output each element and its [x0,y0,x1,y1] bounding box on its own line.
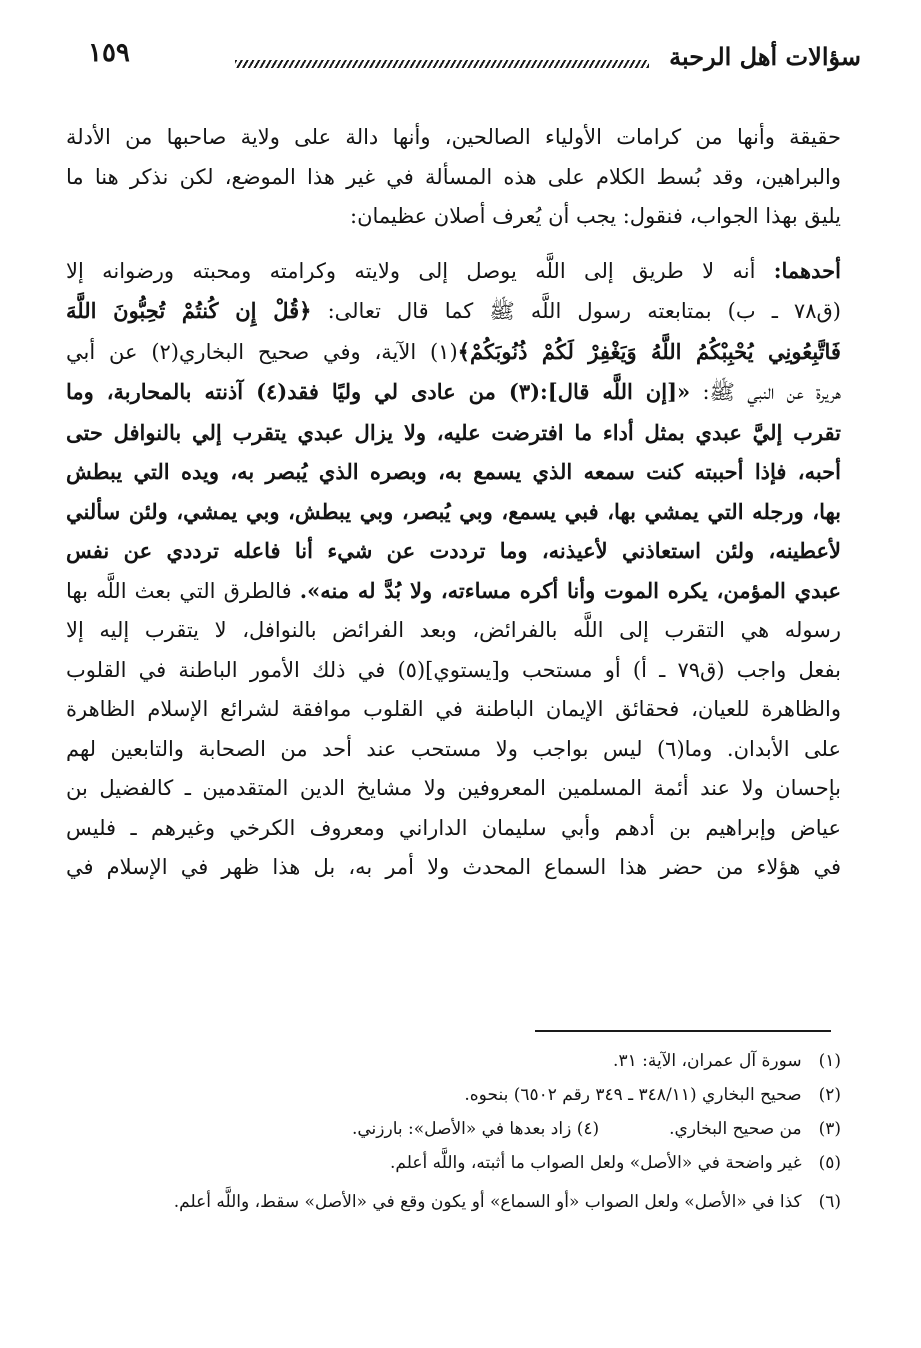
paragraph-gap [66,237,841,251]
running-header [60,30,861,84]
text-line: بإحسان ولا عند أئمة المسلمين المعروفين ولا مشايخ الدين المتقدمين ـ كالفضيل بن [66,776,841,800]
footnote-text: زاد بعدها في «الأصل»: بارزني. [351,1119,572,1139]
hadith-line: تقرب إليَّ عبدي بمثل أداء ما افترضت عليه، ولا يزال عبدي يتقرب إلي بالنوافل حتى [66,419,841,445]
footnote-5 [66,1146,841,1180]
footnote-number: (٥) [818,1153,841,1173]
text-line: في هؤلاء من حضر هذا السماع المحدث ولا أمر به، بل هذا ظهر في الإسلام في [66,855,841,879]
footnote-text: من صحيح البخاري. [669,1119,802,1139]
footnote-text: غير واضحة في «الأصل» ولعل الصواب ما أثبته، واللَّه أعلم. [389,1153,802,1173]
text-run: هريرة عن النبي ﷺ: [702,380,841,404]
quran-verse: ﴿قُلْ إِن كُنتُمْ تُحِبُّونَ اللَّهَ [66,298,312,323]
text-line: والظاهرة للعيان، فحقائق الإيمان الباطنة في القلوب موافقة لشرائع الإسلام الظاهرة [66,697,841,721]
text-run: (١) الآية، وفي صحيح البخاري(٢) عن أبي [66,339,458,364]
footnote-divider [535,1030,831,1032]
hadith-line: بها، ورجله التي يمشي بها، فبي يسمع، وبي يُبصر، وبي يبطش، وبي يمشي، ولئن سألني [66,498,841,524]
text-line: رسوله هي التقرب إلى اللَّه بالفرائض، وبعد الفرائض بالنوافل، لا يتقرب إليه إلا [66,618,841,642]
footnote-2 [66,1078,841,1112]
hadith-line: لأعطينه، ولئن استعاذني لأعيذنه، وما ترددت عن شيء أنا فاعله ترددي عن نفس [66,538,841,563]
footnote-text: كذا في «الأصل» ولعل الصواب «أو السماع» أو يكون وقع في «الأصل» سقط، واللَّه أعلم. [173,1192,802,1212]
footnote-3-4 [66,1112,841,1146]
header-rule [235,60,649,68]
main-text [66,118,841,888]
quran-verse: فَاتَّبِعُونِي يُحْبِبْكُمُ اللَّهُ وَيَغْفِرْ لَكُمْ ذُنُوبَكُمْ﴾ [457,338,841,364]
footnote-6 [66,1180,841,1224]
text-line [66,251,841,292]
text-run: أنه لا طريق إلى اللَّه يوصل إلى ولايته وكرامته ومحبته ورضوانه إلا [66,258,756,283]
footnote-number: (٦) [818,1192,841,1212]
first-principle-label: أحدهما: [773,257,841,283]
footnote-number: (٤) [576,1119,600,1139]
text-line: عياض وإبراهيم بن أدهم وأبي سليمان الداراني ومعروف الكرخي وغيرهم ـ فليس [66,815,841,840]
page-number: ١٥٩ [88,38,130,68]
running-title: سؤالات أهل الرحبة [669,42,861,71]
text-line: يليق بهذا الجواب، فنقول: يجب أن يُعرف أصلان عظيمان: [350,204,841,228]
footnote-text: صحيح البخاري (٣٤٨/١١ ـ ٣٤٩ رقم ٦٥٠٢) بنحوه. [464,1085,802,1105]
text-line: بفعل واجب (ق٧٩ ـ أ) أو مستحب و[يستوي](٥) في ذلك الأمور الباطنة في القلوب [66,657,841,682]
text-line: على الأبدان. وما(٦) ليس بواجب ولا مستحب عند أحد من الصحابة والتابعين لهم [66,736,841,761]
footnote-number: (١) [818,1051,841,1071]
hadith-text: عبدي المؤمن، يكره الموت وأنا أكره مساءته، ولا بُدَّ له منه». [299,577,841,603]
text-run: فالطرق التي بعث اللَّه بها [66,578,292,603]
text-line [66,332,841,373]
footnote-1 [66,1044,841,1078]
hadith-line: أحبه، فإذا أحببته كنت سمعه الذي يسمع به، وبصره الذي يُبصر به، ويده التي يبطش [66,459,841,484]
footnote-text: سورة آل عمران، الآية: ٣١. [613,1051,802,1071]
text-line: حقيقة وأنها من كرامات الأولياء الصالحين، وأنها دالة على ولاية صاحبها من الأدلة [66,125,841,149]
text-line [66,291,841,332]
text-line: والبراهين، وقد بُسط الكلام على هذه المسألة في غير هذا الموضع، لكن نذكر هنا ما [66,164,841,189]
footnotes [66,1044,841,1224]
text-run: (ق٧٨ ـ ب) بمتابعته رسول اللَّه ﷺ كما قال تعالى: [327,299,841,323]
footnote-number: (٣) [818,1119,841,1139]
text-line [66,571,841,612]
footnote-number: (٢) [818,1085,841,1105]
text-line [66,372,841,413]
hadith-text: «[إن اللَّه قال]:(٣) من عادى لي وليًا فقد(٤) آذنته بالمحاربة، وما [66,379,691,404]
